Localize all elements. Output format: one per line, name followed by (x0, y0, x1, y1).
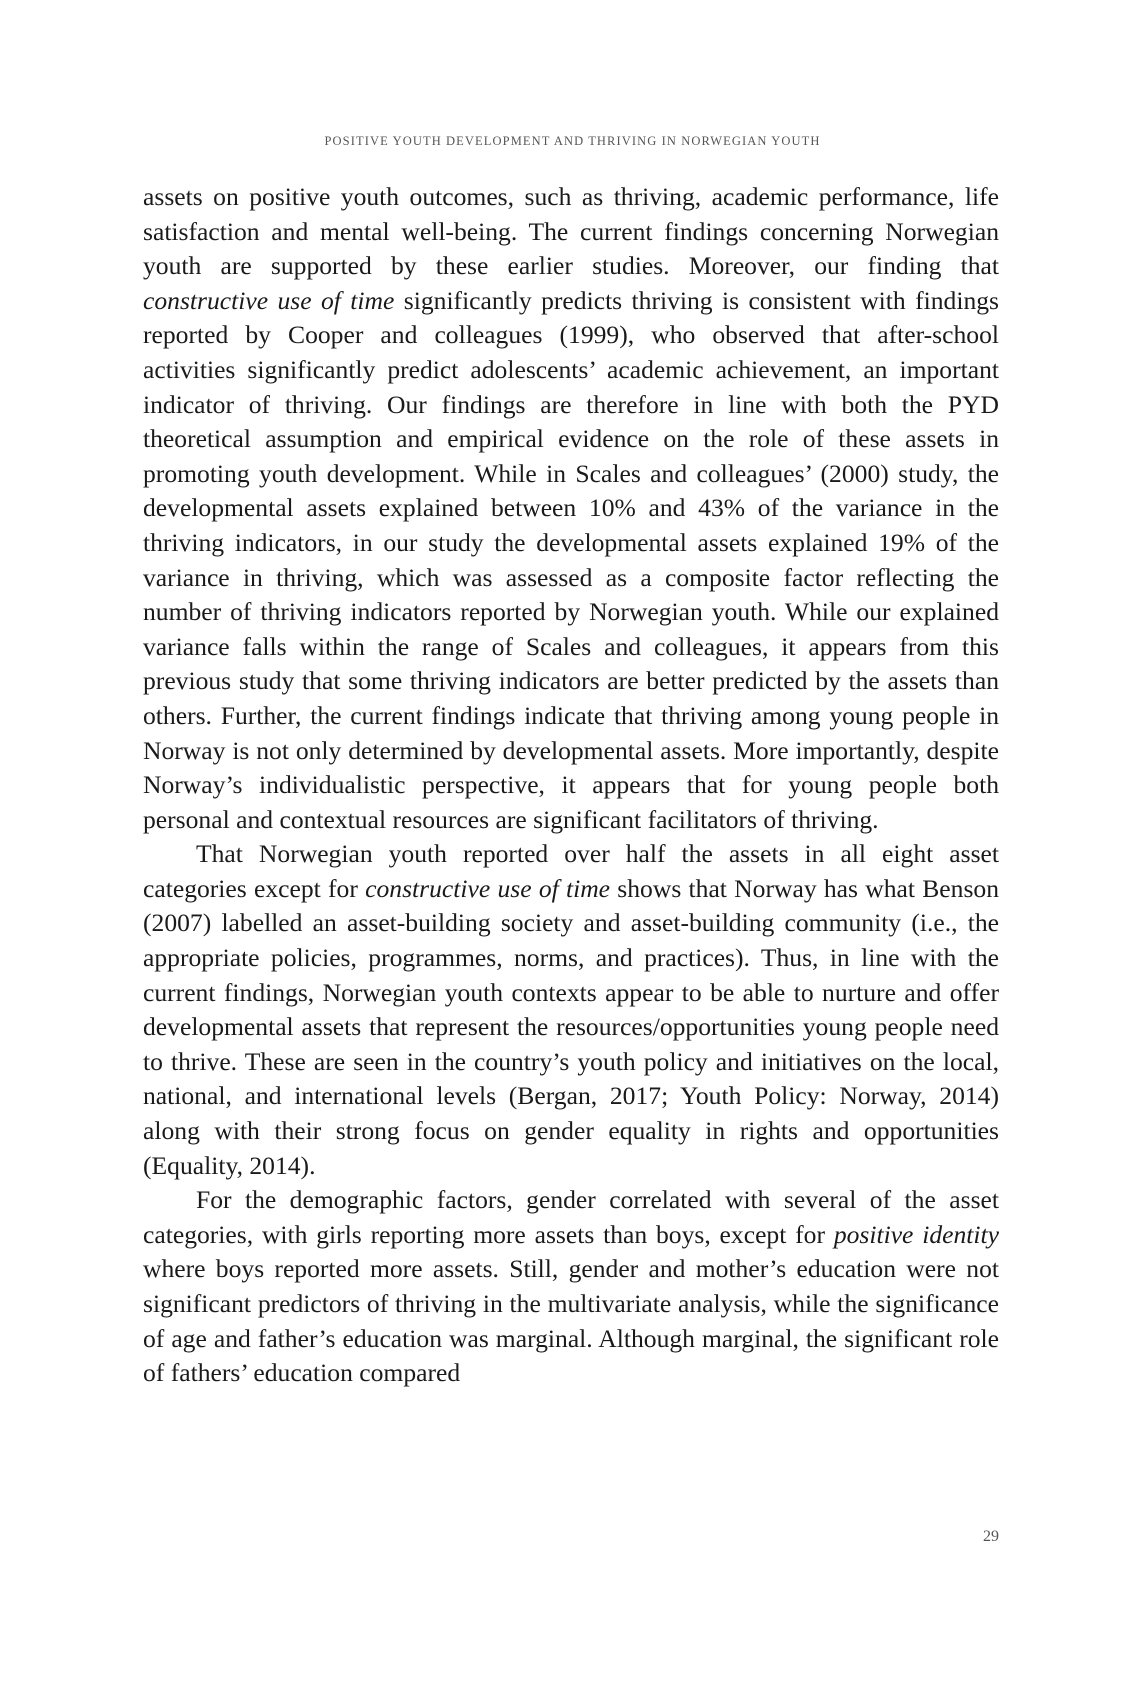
italic-term: positive identity (833, 1219, 999, 1249)
paragraph-text: significantly predicts thriving is consistent with findings reported by Cooper and colleagues (1999), who observed that after-school activities significantly predict adolescents’ academic achievement, an important indicator of thriving. Our findings are therefore in line with both the PYD theoretical assumption and empirical evidence on the role of these assets in promoting youth development. While in Scales and colleagues’ (2000) study, the developmental assets explained between 10% and 43% of the variance in the thriving indicators, in our study the developmental assets explained 19% of the variance in thriving, which was assessed as a composite factor reflecting the number of thriving indicators reported by Norwegian youth. While our explained variance falls within the range of Scales and colleagues, it appears from this previous study that some thriving indicators are better predicted by the assets than others. Further, the current findings indicate that thriving among young people in Norway is not only determined by developmental assets. More importantly, despite Norway’s individualistic perspective, it appears that for young people both personal and contextual resources are significant facilitators of thriving. (143, 285, 999, 834)
paragraph-text: For the demographic factors, gender correlated with several of the asset categories, with girls reporting more assets than boys, except for (143, 1185, 999, 1249)
italic-term: constructive use of time (143, 285, 395, 315)
page-number: 29 (983, 1528, 999, 1545)
running-head: POSITIVE YOUTH DEVELOPMENT AND THRIVING IN NORWEGIAN YOUTH (324, 134, 821, 148)
paragraph-2 (143, 837, 999, 1183)
italic-term: constructive use of time (365, 873, 611, 903)
paragraph-1 (143, 180, 999, 837)
paragraph-3 (143, 1183, 999, 1391)
paragraph-text: assets on positive youth outcomes, such as thriving, academic performance, life satisfaction and mental well-being. The current findings concerning Norwegian youth are supported by these earlier studies. Moreover, our finding that (143, 182, 999, 281)
paragraph-text: That Norwegian youth reported over half the assets in all eight asset categories except for (143, 839, 999, 903)
paragraph-text: where boys reported more assets. Still, gender and mother’s education were not significant predictors of thriving in the multivariate analysis, while the significance of age and father’s education was marginal. Although marginal, the significant role of fathers’ education compared (143, 1254, 999, 1388)
paragraph-text: shows that Norway has what Benson (2007) labelled an asset-building society and asset-building community (i.e., the appropriate policies, programmes, norms, and practices). Thus, in line with the current findings, Norwegian youth contexts appear to be able to nurture and offer developmental assets that represent the resources/opportunities young people need to thrive. These are seen in the country’s youth policy and initiatives on the local, national, and international levels (Bergan, 2017; Youth Policy: Norway, 2014) along with their strong focus on gender equality in rights and opportunities (Equality, 2014). (143, 873, 1000, 1180)
body-text (143, 180, 999, 1391)
